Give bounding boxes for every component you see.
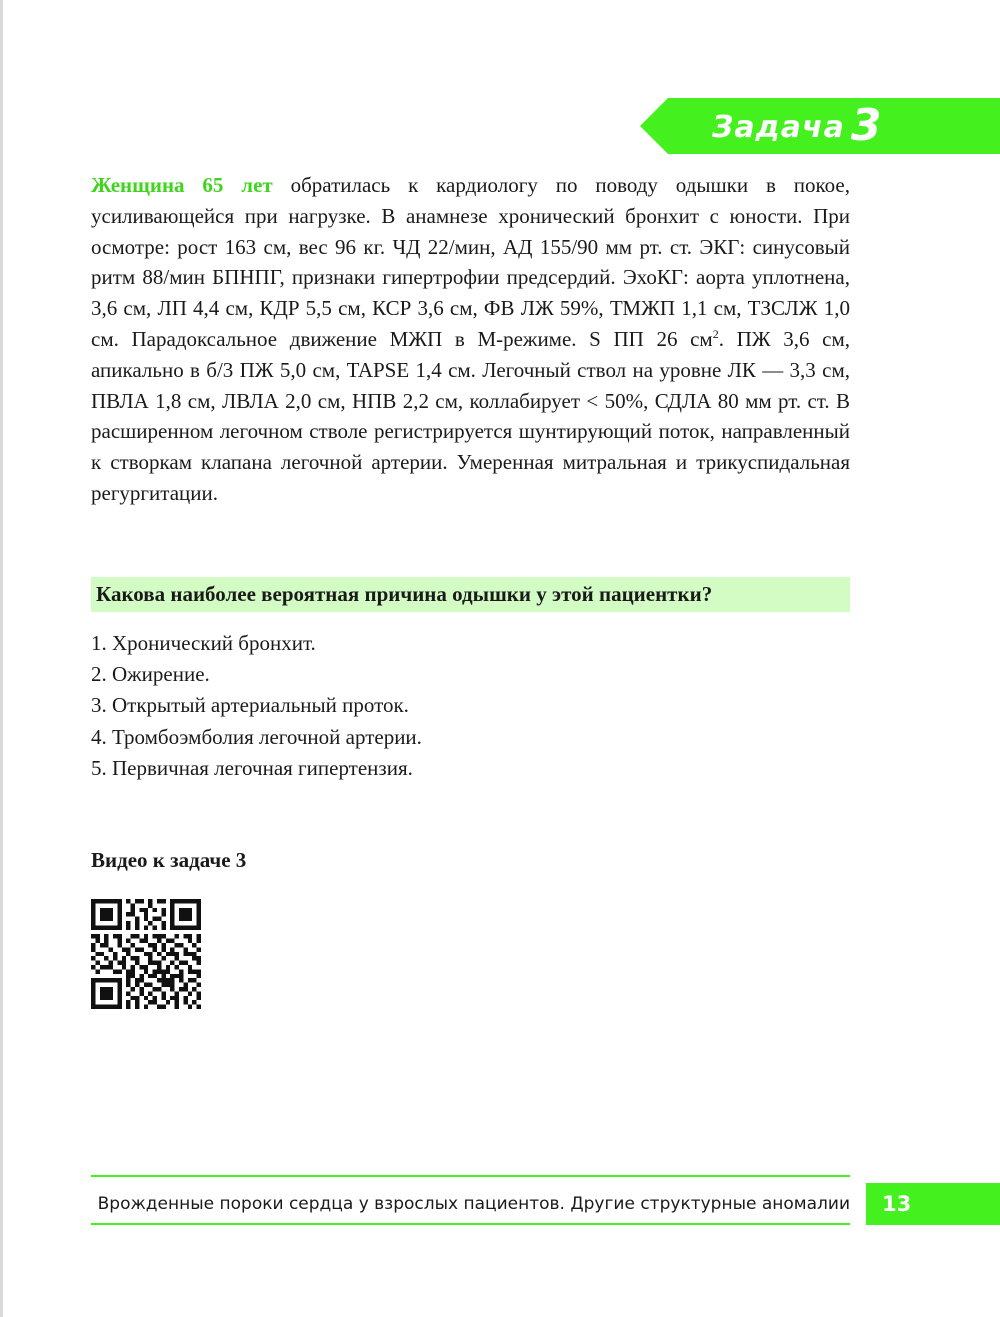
question-box <box>91 577 850 612</box>
page-left-edge <box>0 0 3 1317</box>
answer-option-3: 3. Открытый артериальный проток. <box>91 693 409 718</box>
answer-option-5: 5. Первичная легочная гипертензия. <box>91 755 413 780</box>
chapter-title: Врожденные пороки сердца у взрослых пациентов. Другие структурные аномалии <box>97 1194 850 1214</box>
page-number: 13 <box>882 1192 912 1216</box>
task-word: Задача <box>712 110 845 145</box>
footer-bottom-rule <box>91 1223 850 1225</box>
case-text-main: обратилась к кардиологу по поводу одышки в покое, усиливающейся при нагрузке. В анамнезе хронический бронхит с юности. При осмотре: рост 163 см, вес 96 кг. ЧД 22/мин, АД 155/90 мм рт. ст. ЭКГ: синусовый ритм 88/мин БПНПГ, признаки гипертрофии предсердий. ЭхоКГ: аорта уплотнена, 3,6 см, ЛП 4,4 см, КДР 5,5 см, КСР 3,6 см, ФВ ЛЖ 59%, ТМЖП 1,1 см, ТЗСЛЖ 1,0 см. Парадоксальное движение МЖП в М-режиме. S ПП 26 см <box>91 173 850 351</box>
video-label: Видео к задаче 3 <box>91 848 247 872</box>
answer-option-2: 2. Ожирение. <box>91 662 210 687</box>
answer-list <box>91 628 422 784</box>
qr-code-icon[interactable] <box>91 899 201 1009</box>
answer-option-4: 4. Тромбоэмболия легочной артерии. <box>91 724 422 749</box>
question-text: Какова наиболее вероятная причина одышки у этой пациентки? <box>96 582 713 606</box>
patient-highlight: Женщина 65 лет <box>91 173 273 197</box>
case-description <box>91 170 850 509</box>
task-number: 3 <box>850 100 882 151</box>
case-superscript: 2 <box>712 326 719 341</box>
case-text-end: . ПЖ 3,6 см, апикально в б/3 ПЖ 5,0 см, TAPSE 1,4 см. Легочный ствол на уровне ЛК — 3,3 см, ПВЛА 1,8 см, ЛВЛА 2,0 см, НПВ 2,2 см, коллабирует < 50%, СДЛА 80 мм рт. ст. В расширенном легочном стволе регистрируется шунтирующий поток, направленный к створкам клапана легочной артерии. Умеренная митральная и трикуспидальная регургитации. <box>91 326 850 505</box>
page-number-box <box>866 1183 1000 1225</box>
task-title <box>712 98 882 154</box>
answer-option-1: 1. Хронический бронхит. <box>91 631 316 655</box>
footer-top-rule <box>91 1175 850 1177</box>
